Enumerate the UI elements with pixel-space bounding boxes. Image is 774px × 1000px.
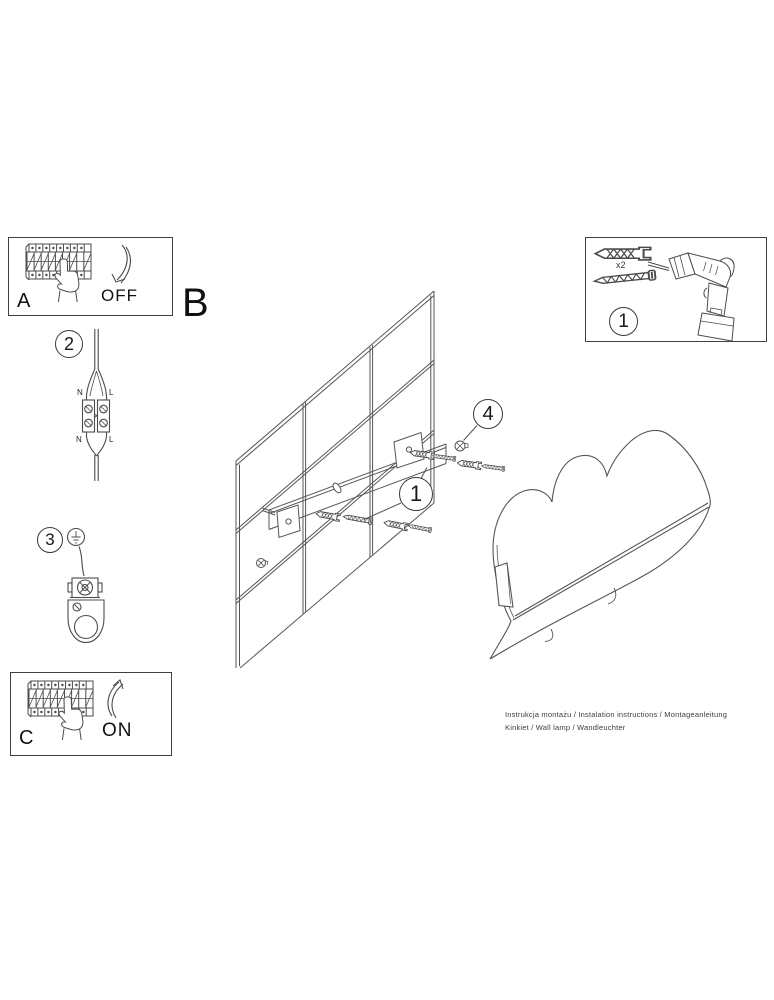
panel-c-box xyxy=(10,672,172,756)
footer-line-2: Kinkiet / Wall lamp / Wandleuchter xyxy=(505,723,626,732)
wire-n-bottom-label: N xyxy=(76,435,82,444)
ground-terminal-illustration xyxy=(60,525,112,652)
breaker-on-illustration xyxy=(11,673,173,757)
callout-4-badge xyxy=(473,399,503,429)
mounting-wall-illustration xyxy=(200,280,774,690)
cover-screw-icon xyxy=(455,441,468,451)
step-3-badge xyxy=(37,527,63,553)
step-3-number: 3 xyxy=(45,530,55,549)
panel-a-label: A xyxy=(17,290,31,312)
callout-4-number: 4 xyxy=(482,402,494,425)
parts-step-badge xyxy=(609,307,638,336)
panel-a-box xyxy=(8,237,173,316)
footer-line-1: Instrukcja montażu / Instalation instructions / Montageanleitung xyxy=(505,710,728,719)
step-2-number: 2 xyxy=(63,333,74,354)
callout-1-number: 1 xyxy=(409,481,423,506)
footer xyxy=(505,708,761,734)
cloud-lamp xyxy=(490,430,710,659)
arrow-up-icon xyxy=(108,680,123,718)
off-text: OFF xyxy=(101,286,138,305)
parts-step-number: 1 xyxy=(618,310,629,332)
wire-l-top-label: L xyxy=(109,388,114,397)
section-b-label: B xyxy=(182,281,209,325)
step-2-badge xyxy=(55,330,83,358)
wall-screw-icon xyxy=(257,559,269,568)
wire-n-top-label: N xyxy=(77,388,83,397)
callout-4-leader xyxy=(464,426,478,441)
arrow-down-icon xyxy=(112,245,130,283)
on-text: ON xyxy=(102,720,133,741)
panel-c-label: C xyxy=(19,727,34,749)
callout-1-badge xyxy=(399,477,433,511)
quantity-label: x2 xyxy=(616,260,626,270)
wall-plug-icon xyxy=(595,247,650,260)
breaker-off-illustration xyxy=(9,238,174,317)
wire-l-bottom-label: L xyxy=(109,435,114,444)
